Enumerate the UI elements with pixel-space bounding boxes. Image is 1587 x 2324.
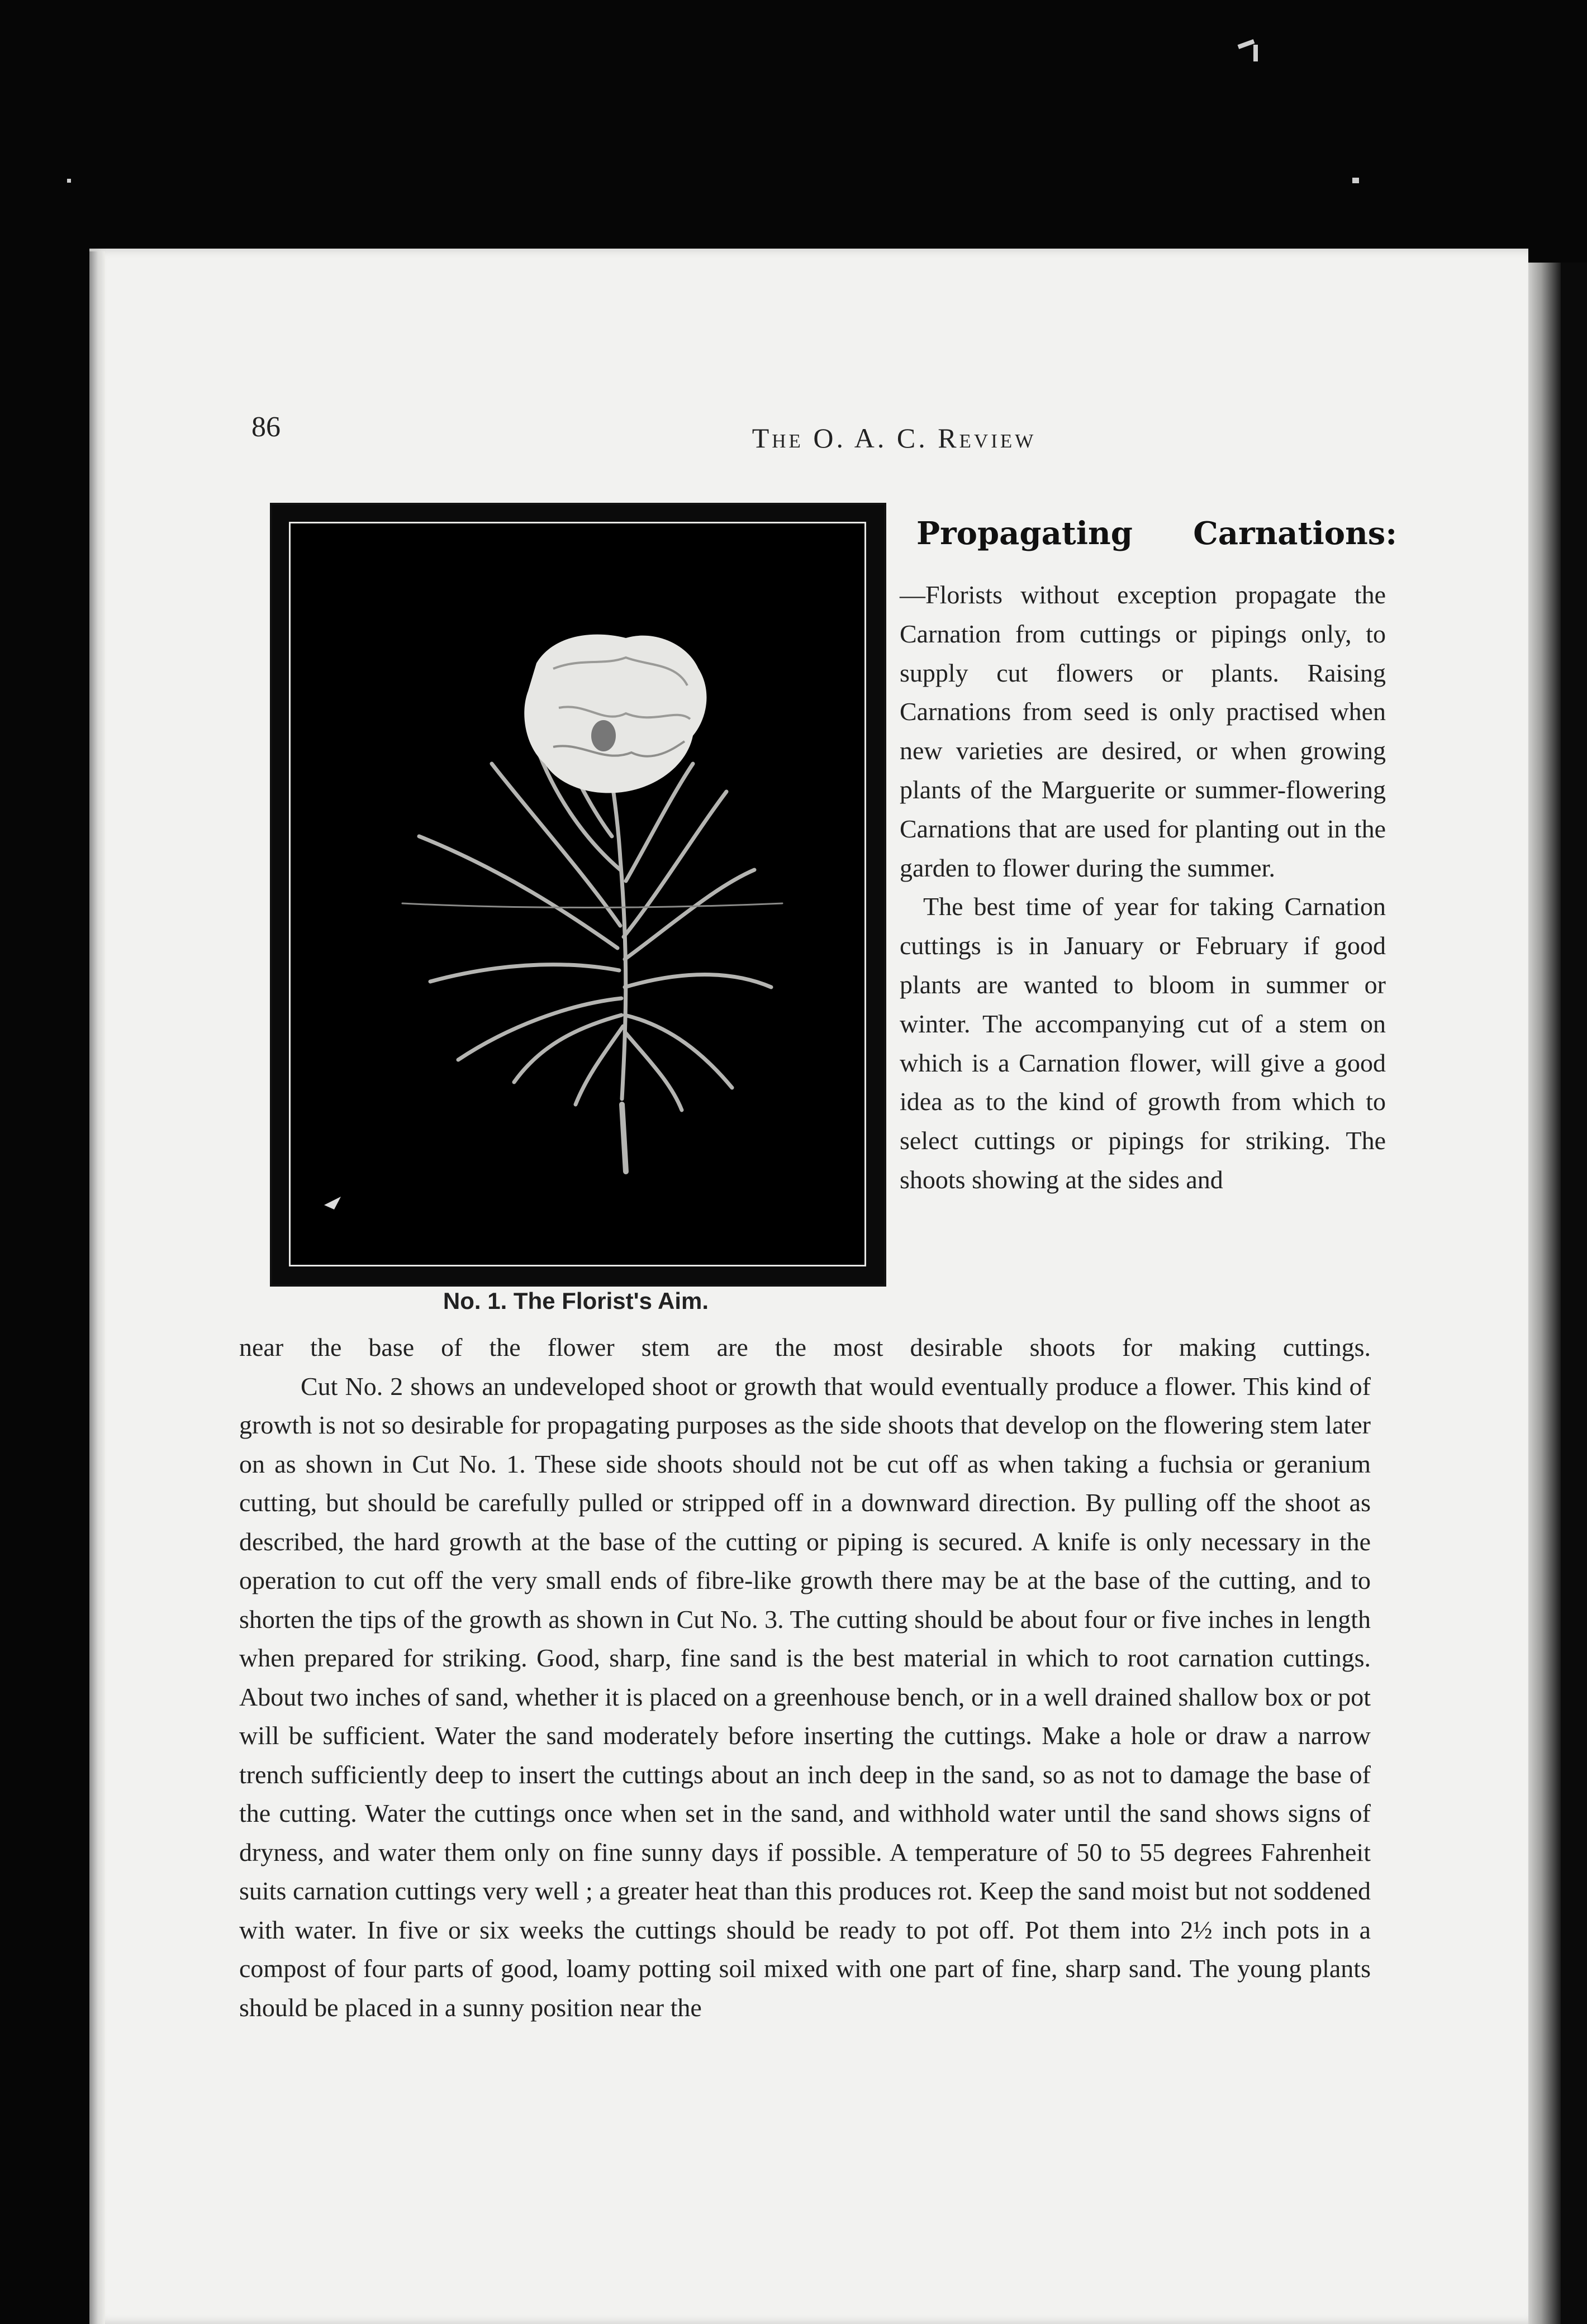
full-width-text (239, 1328, 1371, 2027)
scan-speck (67, 179, 71, 183)
continued-line: near the base of the flower stem are the most desirable shoots for making cuttings. (239, 1333, 1371, 1361)
scan-right-margin (1561, 263, 1587, 2324)
column-text (900, 575, 1386, 1199)
carnation-photo (289, 522, 866, 1266)
figure-photo-frame (270, 503, 886, 1287)
scan-speck (1352, 178, 1359, 183)
page-right-edge (1528, 263, 1561, 2324)
body-paragraph: Cut No. 2 shows an undeveloped shoot or growth that would eventually produce a flower. This kind of growth is not so desirable for propagating purposes as the side shoots that develop on the flowering stem later on as shown in Cut No. 1. These side shoots should not be cut off as when taking a fuchsia or geranium cutting, but should be carefully pulled or stripped off in a downward direction. By pulling off the shoot as described, the hard growth at the base of the cutting or piping is secured. A knife is only necessary in the operation to cut off the very small ends of fibre-like growth there may be at the base of the cutting, and to shorten the tips of the growth as shown in Cut No. 3. The cutting should be about four or five inches in length when prepared for striking. Good, sharp, fine sand is the best material in which to root carnation cuttings. About two inches of sand, whether it is placed on a greenhouse bench, or in a well drained shallow box or pot will be sufficient. Water the sand moderately before inserting the cuttings. Make a hole or draw a narrow trench sufficiently deep to insert the cuttings about an inch deep in the sand, so as not to damage the base of the cutting. Water the cuttings once when set in the sand, and withhold water until the sand shows signs of dryness, and water them only on fine sunny days if possible. A temperature of 50 to 55 degrees Fahrenheit suits carnation cuttings very well ; a greater heat than this produces rot. Keep the sand moist but not soddened with water. In five or six weeks the cuttings should be ready to pot off. Pot them into 2½ inch pots in a compost of four parts of good, loamy potting soil mixed with one part of fine, sharp sand. The young plants should be placed in a sunny position near the (239, 1371, 1371, 2022)
article-title: Propagating Carnations: (916, 515, 1397, 552)
page-number: 86 (251, 411, 281, 443)
carnation-illustration (291, 523, 864, 1265)
page-gutter-shadow (89, 251, 105, 2324)
column-paragraph: —Florists without exception propagate the Carnation from cuttings or pipings only, to supply cut flowers or plants. Raising Carnations from seed is only practised when new varieties are desired, or when growing plants of the Marguerite or summer-flowering Carnations that are used for planting out in the garden to flower during the summer. (900, 580, 1386, 882)
column-paragraph: The best time of year for taking Carnation cuttings is in January or February if good plants are wanted to bloom in summer or winter. The accompanying cut of a stem on which is a Carnation flower, will give a good idea as to the kind of growth from which to select cuttings or pipings for striking. The shoots showing at the sides and (900, 892, 1386, 1194)
scan-speck (1253, 45, 1258, 61)
figure-caption: No. 1. The Florist's Aim. (443, 1288, 709, 1314)
running-head: The O. A. C. Review (752, 422, 1037, 454)
